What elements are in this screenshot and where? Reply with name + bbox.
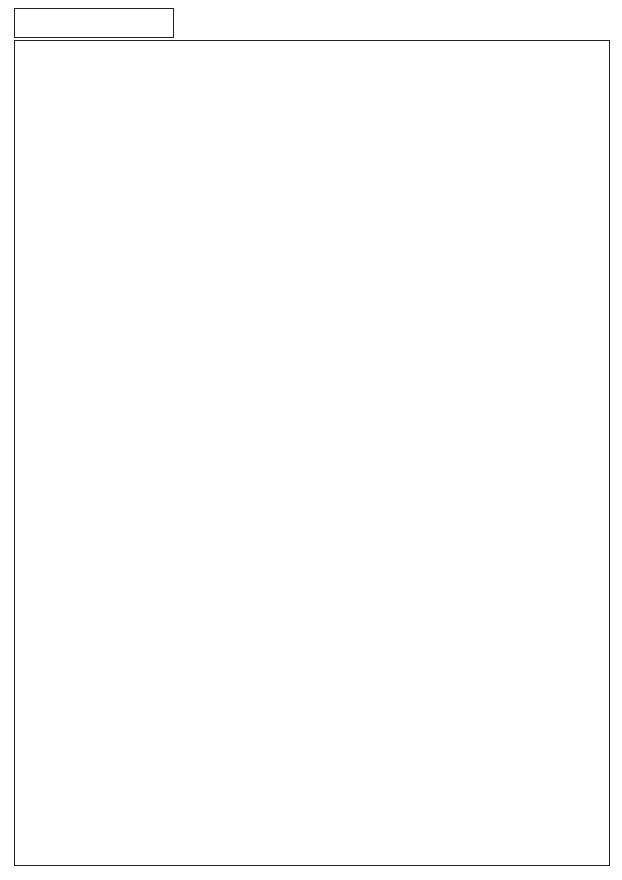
header-title-box (14, 8, 174, 38)
checklist-table (14, 40, 610, 866)
